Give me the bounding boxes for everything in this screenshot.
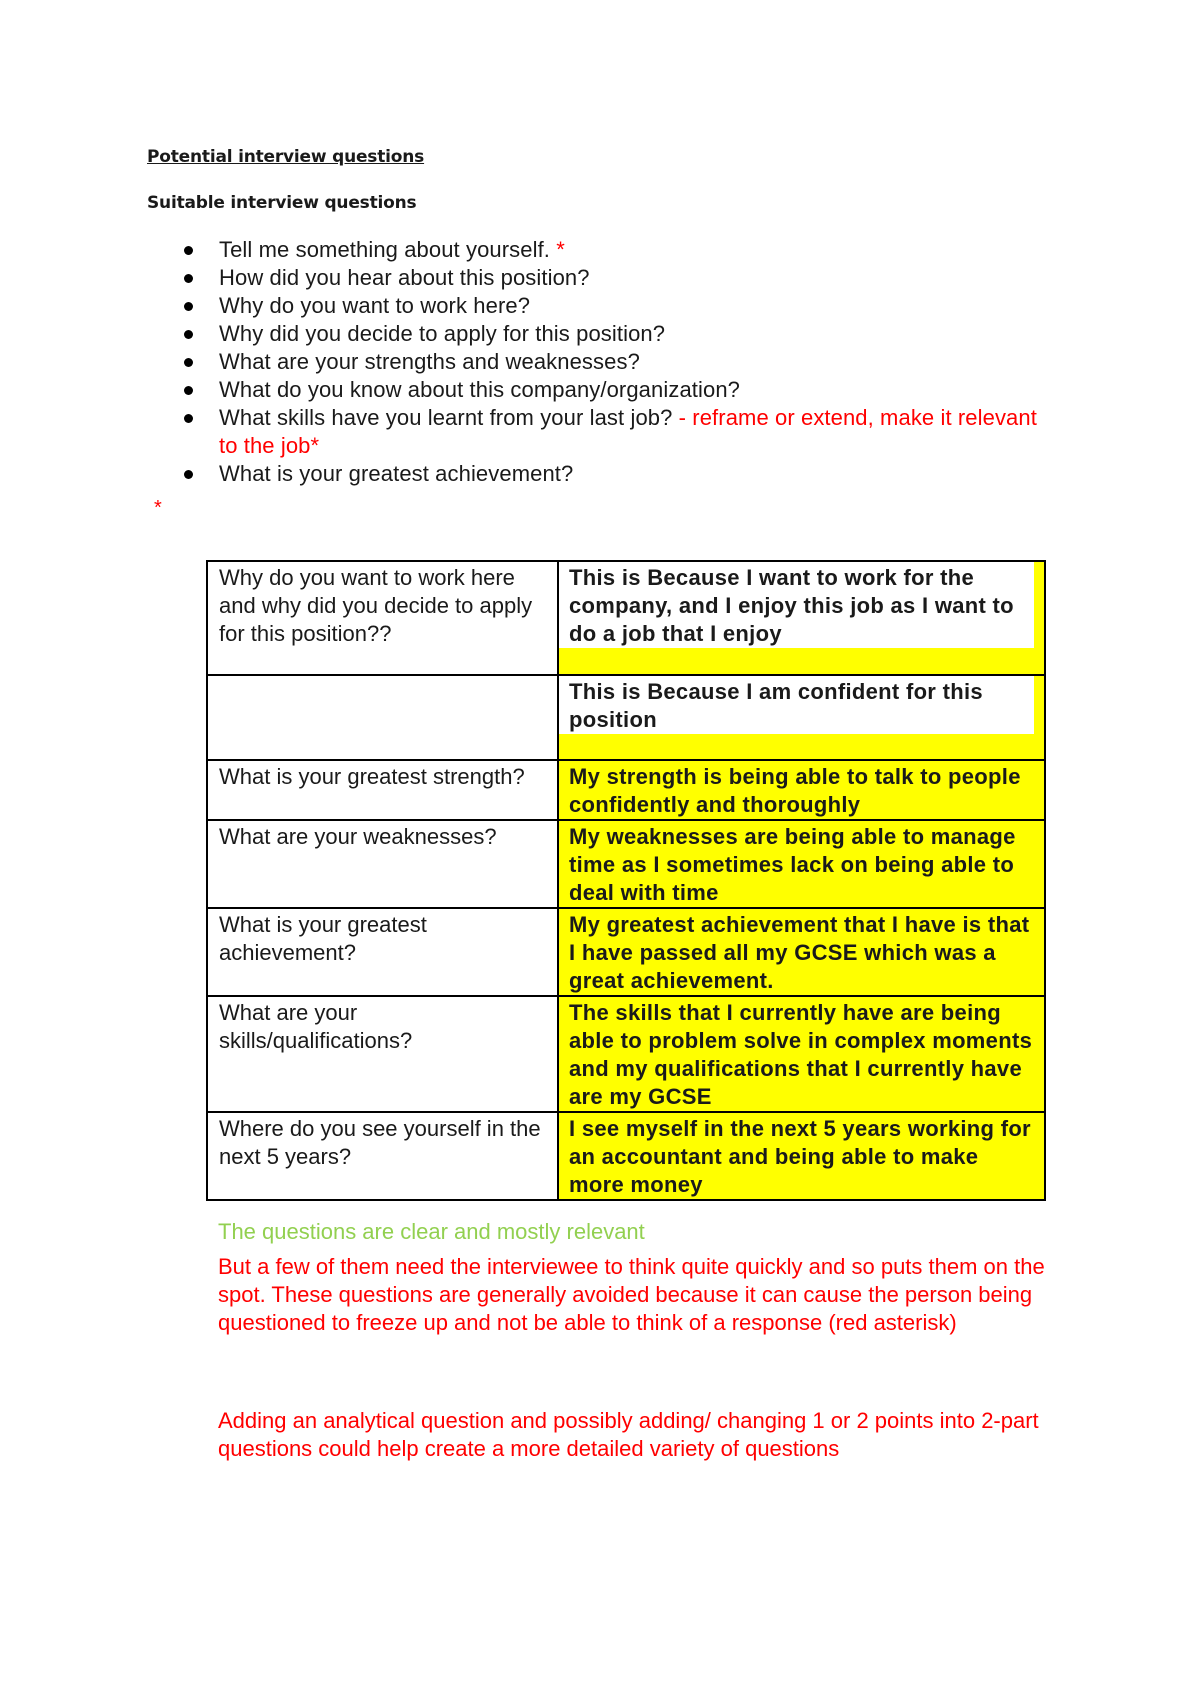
table-row	[207, 996, 1045, 1112]
list-item	[0, 376, 1049, 404]
feedback-comment-green: The questions are clear and mostly relevant	[218, 1219, 645, 1244]
question-list	[0, 236, 1200, 488]
list-item	[0, 320, 1049, 348]
bullet-icon	[184, 386, 193, 395]
question-cell: What is your greatest achievement?	[207, 908, 558, 996]
list-item	[0, 264, 1049, 292]
question-cell: What is your greatest strength?	[207, 760, 558, 820]
table-row	[207, 760, 1045, 820]
answer-cell	[558, 1112, 1045, 1200]
table-row	[207, 820, 1045, 908]
answer-text: The skills that I currently have are being able to problem solve in complex moments and my qualifications that I currently have are my GCSE	[569, 1000, 1033, 1109]
list-item	[0, 236, 1049, 264]
red-asterisk: *	[154, 497, 162, 519]
bullet-icon	[184, 358, 193, 367]
answer-text: I see myself in the next 5 years working for an accountant and being able to make more money	[569, 1116, 1031, 1197]
bullet-icon	[184, 330, 193, 339]
answer-cell	[558, 908, 1045, 996]
table-row	[207, 561, 1045, 675]
question-text: What is your greatest achievement?	[219, 461, 574, 486]
table-row	[207, 675, 1045, 760]
question-cell	[207, 675, 558, 760]
bullet-icon	[184, 414, 193, 423]
answer-text: My strength is being able to talk to people confidently and thoroughly	[569, 764, 1021, 817]
question-text: How did you hear about this position?	[219, 265, 590, 290]
question-cell: What are your weaknesses?	[207, 820, 558, 908]
answer-cell	[558, 820, 1045, 908]
document-title: Potential interview questions	[147, 147, 425, 167]
bullet-icon	[184, 246, 193, 255]
list-item	[0, 348, 1049, 376]
table-row	[207, 1112, 1045, 1200]
question-text: What skills have you learnt from your last job?	[219, 405, 679, 430]
qa-table	[206, 560, 1046, 1201]
answer-text: This is Because I am confident for this position	[559, 676, 1034, 734]
list-item	[0, 460, 1049, 488]
section-subtitle: Suitable interview questions	[147, 193, 417, 213]
bullet-icon	[184, 302, 193, 311]
table-row	[207, 908, 1045, 996]
list-item	[0, 292, 1049, 320]
list-item	[0, 404, 1049, 460]
question-text: Why do you want to work here?	[219, 293, 531, 318]
answer-text: My weaknesses are being able to manage time as I sometimes lack on being able to deal with time	[569, 824, 1016, 905]
answer-text: My greatest achievement that I have is that I have passed all my GCSE which was a great achievement.	[569, 912, 1030, 993]
question-cell: What are your skills/qualifications?	[207, 996, 558, 1112]
question-text: What are your strengths and weaknesses?	[219, 349, 640, 374]
question-text: Tell me something about yourself.	[219, 237, 557, 262]
question-text: What do you know about this company/organization?	[219, 377, 740, 402]
feedback-comment-red: Adding an analytical question and possibly adding/ changing 1 or 2 points into 2-part questions could help create a more detailed variety of questions	[218, 1408, 1039, 1461]
question-cell: Where do you see yourself in the next 5 years?	[207, 1112, 558, 1200]
answer-cell	[558, 561, 1045, 675]
answer-cell	[558, 760, 1045, 820]
question-note: - reframe or extend, make it relevant to the job*	[219, 405, 1037, 458]
question-cell: Why do you want to work here and why did you decide to apply for this position??	[207, 561, 558, 675]
bullet-icon	[184, 274, 193, 283]
feedback-comment-red: But a few of them need the interviewee to think quite quickly and so puts them on the spot. These questions are generally avoided because it can cause the person being questioned to freeze up and not be able to think of a response (red asterisk)	[218, 1254, 1045, 1335]
answer-cell	[558, 996, 1045, 1112]
bullet-icon	[184, 470, 193, 479]
answer-cell	[558, 675, 1045, 760]
answer-text: This is Because I want to work for the company, and I enjoy this job as I want to do a job that I enjoy	[559, 562, 1034, 648]
question-note: *	[556, 237, 565, 262]
question-text: Why did you decide to apply for this position?	[219, 321, 666, 346]
